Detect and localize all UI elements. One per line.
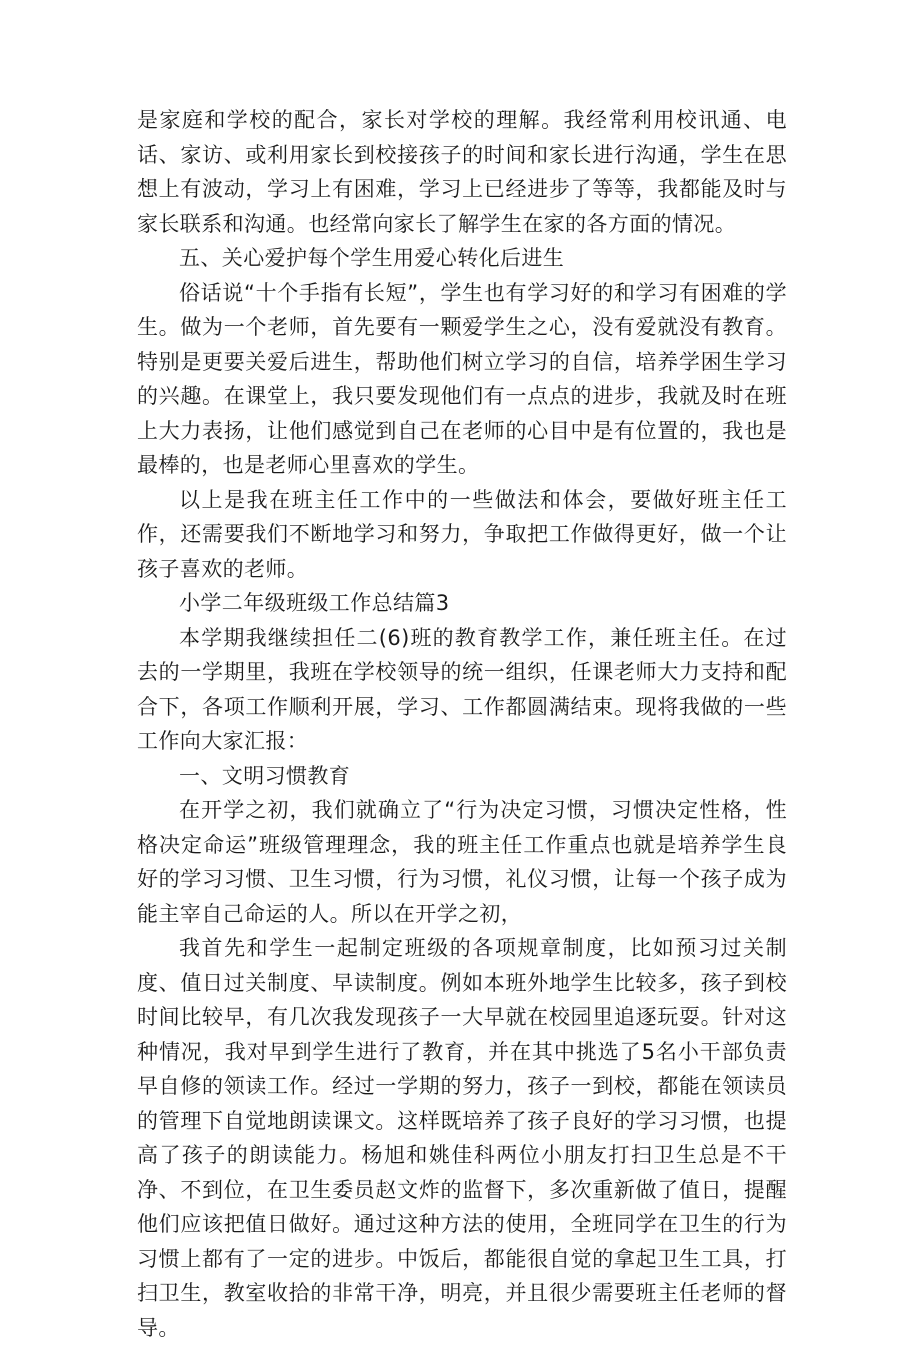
paragraph-conclusion: 以上是我在班主任工作中的一些做法和体会，要做好班主任工作，还需要我们不断地学习和努力，争取把工作做得更好，做一个让孩子喜欢的老师。 [137, 487, 787, 581]
paragraph-home-school-cooperation: 是家庭和学校的配合，家长对学校的理解。我经常利用校讯通、电话、家访、或利用家长到校接孩子的时间和家长进行沟通，学生在思想上有波动，学习上有困难，学习上已经进步了等等，我都能及时与家长联系和沟通。也经常向家长了解学生在家的各方面的情况。 [137, 108, 787, 236]
heading-section-five: 五、关心爱护每个学生用爱心转化后进生 [179, 246, 565, 270]
document-body [137, 103, 787, 1345]
paragraph-class-philosophy: 在开学之初，我们就确立了“行为决定习惯，习惯决定性格，性格决定命运”班级管理理念，我的班主任工作重点也就是培养学生良好的学习习惯、卫生习惯，行为习惯，礼仪习惯，让每一个孩子成为能主宰自己命运的人。所以在开学之初， [137, 798, 787, 926]
heading-summary-part-3: 小学二年级班级工作总结篇3 [179, 591, 450, 615]
paragraph-class-rules: 我首先和学生一起制定班级的各项规章制度，比如预习过关制度、值日过关制度、早读制度。例如本班外地学生比较多，孩子到校时间比较早，有几次我发现孩子一大早就在校园里追逐玩耍。针对这种情况，我对早到学生进行了教育，并在其中挑选了5名小干部负责早自修的领读工作。经过一学期的努力，孩子一到校，都能在领读员的管理下自觉地朗读课文。这样既培养了孩子良好的学习习惯，也提高了孩子的朗读能力。杨旭和姚佳科两位小朋友打扫卫生总是不干净、不到位，在卫生委员赵文炸的监督下，多次重新做了值日，提醒他们应该把值日做好。通过这种方法的使用，全班同学在卫生的行为习惯上都有了一定的进步。中饭后，都能很自觉的拿起卫生工具，打扫卫生，教室收拾的非常干净，明亮，并且很少需要班主任老师的督导。 [137, 936, 787, 1340]
paragraph-caring-students: 俗话说“十个手指有长短”，学生也有学习好的和学习有困难的学生。做为一个老师，首先要有一颗爱学生之心，没有爱就没有教育。特别是更要关爱后进生，帮助他们树立学习的自信，培养学困生学习的兴趣。在课堂上，我只要发现他们有一点点的进步，我就及时在班上大力表扬，让他们感觉到自己在老师的心目中是有位置的，我也是最棒的，也是老师心里喜欢的学生。 [137, 280, 787, 477]
paragraph-semester-intro: 本学期我继续担任二(6)班的教育教学工作，兼任班主任。在过去的一学期里，我班在学校领导的统一组织，任课老师大力支持和配合下，各项工作顺利开展，学习、工作都圆满结束。现将我做的一些工作向大家汇报： [137, 625, 787, 753]
heading-section-one: 一、文明习惯教育 [179, 763, 351, 788]
